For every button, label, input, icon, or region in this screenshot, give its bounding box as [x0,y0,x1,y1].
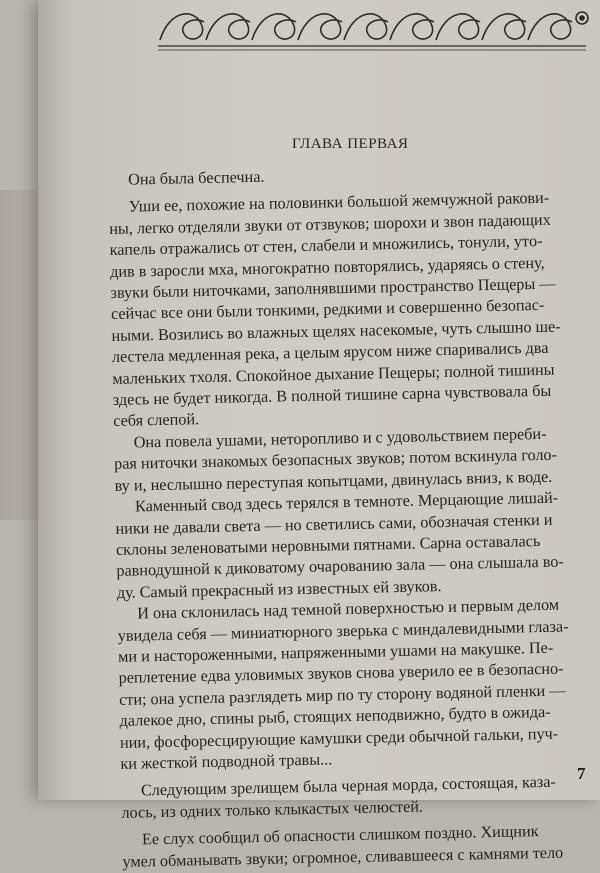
text-line: увидела себя — миниатюрного зверька с миндалевидными глаза- [117,616,569,645]
text-line: Следующим зрелищем была черная морда, состоящая, каза- [140,773,556,800]
text-line: равнодушной к диковатому очарованию зала — она слышала во- [116,552,564,581]
text-line: нии, фосфоресцирующие камушки среди обычной гальки, пуч- [119,724,559,752]
text-line: Ее слух сообщил об опасности слишком поздно. Хищник [141,822,539,849]
text-line: лось, из одних только клыкастых челюстей. [121,797,424,822]
text-line: маленьких тхоля. Спокойное дыхание Пещеры; полной тишины [112,360,555,388]
text-line: умел обманывать звуки; огромное, сливавшееся с камнями тело [122,843,564,871]
paragraph [115,487,599,604]
paragraph [122,820,600,873]
text-line: Она повела ушами, неторопливо и с удовольствием переби- [133,424,547,452]
text-line: звуки были ниточками, заполнявшими пространство Пещеры — [110,274,556,303]
text-line: ными. Возились во влажных щелях насекомые, чуть слышно ше- [111,317,561,345]
text-line: Каменный свод здесь терялся в темноте. Мерцающие лишай- [134,488,559,516]
text-line: ми и настороженными, напряженными ушами на макушке. Пе- [118,638,554,666]
text-line: склоны зеленоватыми неровными пятнами. Сарна оставалась [115,531,541,559]
text-line: лестела медленная река, а целым ярусом ниже спаривались два [111,339,549,367]
paragraph [114,423,597,497]
text-line: реплетение едва уловимых звуков снова уверило ее в безопасно- [118,659,564,688]
page-number: 7 [577,764,586,783]
paragraph [109,187,596,433]
chapter-title: ГЛАВА ПЕРВАЯ [292,136,409,152]
text-line: себя слепой. [113,410,200,431]
paragraph [117,594,600,775]
text-line: Она была беспечна. [128,167,265,189]
text-line: ки жесткой подводной травы... [120,750,333,773]
text-line: ву и, неслышно переступая копытцами, двинулась вниз, к воде. [114,467,553,495]
text-line: И она склонилась над темной поверхностью и первым делом [137,595,560,623]
text-line: рая ниточки знакомых безопасных звуков; потом вскинула голо- [113,445,558,474]
text-line: ду. Самый прекрасный из известных ей звуков. [116,576,442,602]
chapter-body-text [108,160,600,873]
decorative-ornament-header [156,0,594,52]
text-line: капель отражались от стен, слабели и множились, тонули, утo- [109,232,543,260]
text-line: далекое дно, спины рыб, стоящих неподвижно, будто в ожида- [119,703,551,731]
text-line: ны, легко отделяли звуки от отзвуков; шорохи и звон падающих [109,210,551,238]
text-line: здесь не будет никогда. В полной тишине сарна чувствовала бы [112,381,552,410]
text-line: ники не давали света — но светились сами, обозначая стенки и [115,510,553,538]
previous-page-edge [0,190,39,520]
text-line: Уши ее, похожие на половинки большой жемчужной ракови- [128,189,550,216]
text-line: сти; она успела разглядеть мир по ту сторону водяной пленки — [118,681,566,709]
text-line: див в заросли мха, многократно повторялись, ударяясь о стену, [109,253,545,281]
text-line: сейчас все они были тонкими, редкими и совершенно безопас- [110,296,545,324]
